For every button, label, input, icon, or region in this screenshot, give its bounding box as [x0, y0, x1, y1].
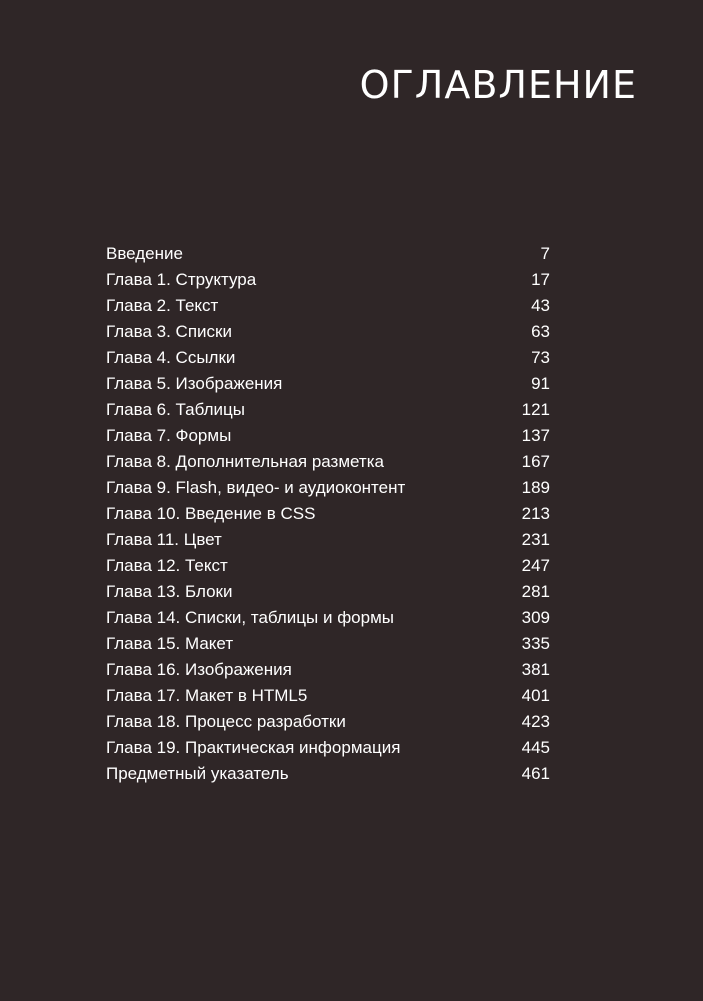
- toc-entry-page: 401: [521, 686, 550, 705]
- toc-entry-label: Глава 2. Текст: [106, 296, 219, 315]
- toc-entry-page: 423: [521, 712, 550, 731]
- toc-entry-page: 63: [531, 322, 550, 341]
- toc-entry-label: Глава 5. Изображения: [106, 374, 283, 393]
- toc-entry-label: Глава 7. Формы: [106, 426, 232, 445]
- toc-entry-chapter-11[interactable]: [106, 530, 550, 556]
- toc-entry-chapter-1[interactable]: [106, 270, 550, 296]
- toc-entry-chapter-3[interactable]: [106, 322, 550, 348]
- toc-entry-label: Глава 8. Дополнительная разметка: [106, 452, 384, 471]
- toc-entry-label: Глава 19. Практическая информация: [106, 738, 401, 757]
- toc-entry-label: Глава 17. Макет в HTML5: [106, 686, 308, 705]
- toc-entry-page: 381: [521, 660, 550, 679]
- toc-entry-chapter-2[interactable]: [106, 296, 550, 322]
- toc-entry-chapter-4[interactable]: [106, 348, 550, 374]
- toc-entry-page: 91: [531, 374, 550, 393]
- toc-entry-label: Глава 15. Макет: [106, 634, 234, 653]
- toc-entry-page: 213: [521, 504, 550, 523]
- toc-entry-page: 247: [521, 556, 550, 575]
- toc-entry-page: 335: [521, 634, 550, 653]
- toc-entry-label: Глава 18. Процесс разработки: [106, 712, 346, 731]
- toc-entry-page: 167: [521, 452, 550, 471]
- toc-entry-page: 461: [521, 764, 550, 783]
- toc-entry-label: Глава 12. Текст: [106, 556, 228, 575]
- toc-entry-chapter-18[interactable]: [106, 712, 550, 738]
- toc-entry-page: 231: [521, 530, 550, 549]
- toc-entry-introduction[interactable]: [106, 244, 550, 270]
- toc-entry-page: 189: [521, 478, 550, 497]
- toc-entry-label: Глава 11. Цвет: [106, 530, 222, 549]
- toc-entry-chapter-9[interactable]: [106, 478, 550, 504]
- toc-entry-label: Глава 16. Изображения: [106, 660, 292, 679]
- toc-entry-page: 73: [531, 348, 550, 367]
- toc-entry-chapter-17[interactable]: [106, 686, 550, 712]
- toc-entry-chapter-10[interactable]: [106, 504, 550, 530]
- toc-entry-label: Введение: [106, 244, 183, 263]
- toc-entry-page: 17: [531, 270, 550, 289]
- toc-entry-label: Глава 10. Введение в CSS: [106, 504, 316, 523]
- toc-entry-chapter-14[interactable]: [106, 608, 550, 634]
- toc-entry-chapter-15[interactable]: [106, 634, 550, 660]
- toc-entry-chapter-6[interactable]: [106, 400, 550, 426]
- toc-entry-label: Глава 9. Flash, видео- и аудиоконтент: [106, 478, 406, 497]
- toc-entry-label: Глава 14. Списки, таблицы и формы: [106, 608, 394, 627]
- toc-entry-page: 43: [531, 296, 550, 315]
- toc-entry-label: Глава 6. Таблицы: [106, 400, 245, 419]
- toc-entry-label: Глава 1. Структура: [106, 270, 257, 289]
- toc-entry-label: Предметный указатель: [106, 764, 289, 783]
- toc-entry-label: Глава 4. Ссылки: [106, 348, 236, 367]
- toc-entry-index[interactable]: [106, 764, 550, 790]
- toc-entry-chapter-13[interactable]: [106, 582, 550, 608]
- toc-entry-chapter-19[interactable]: [106, 738, 550, 764]
- toc-entry-page: 121: [521, 400, 550, 419]
- table-of-contents: [106, 244, 550, 790]
- toc-entry-chapter-16[interactable]: [106, 660, 550, 686]
- toc-entry-page: 281: [521, 582, 550, 601]
- toc-entry-label: Глава 3. Списки: [106, 322, 232, 341]
- toc-entry-chapter-8[interactable]: [106, 452, 550, 478]
- toc-entry-chapter-7[interactable]: [106, 426, 550, 452]
- toc-entry-chapter-5[interactable]: [106, 374, 550, 400]
- toc-entry-label: Глава 13. Блоки: [106, 582, 233, 601]
- page-title: ОГЛАВЛЕНИЕ: [359, 63, 637, 107]
- toc-entry-page: 7: [540, 244, 550, 263]
- toc-entry-page: 445: [521, 738, 550, 757]
- toc-entry-page: 137: [521, 426, 550, 445]
- toc-entry-chapter-12[interactable]: [106, 556, 550, 582]
- toc-entry-page: 309: [521, 608, 550, 627]
